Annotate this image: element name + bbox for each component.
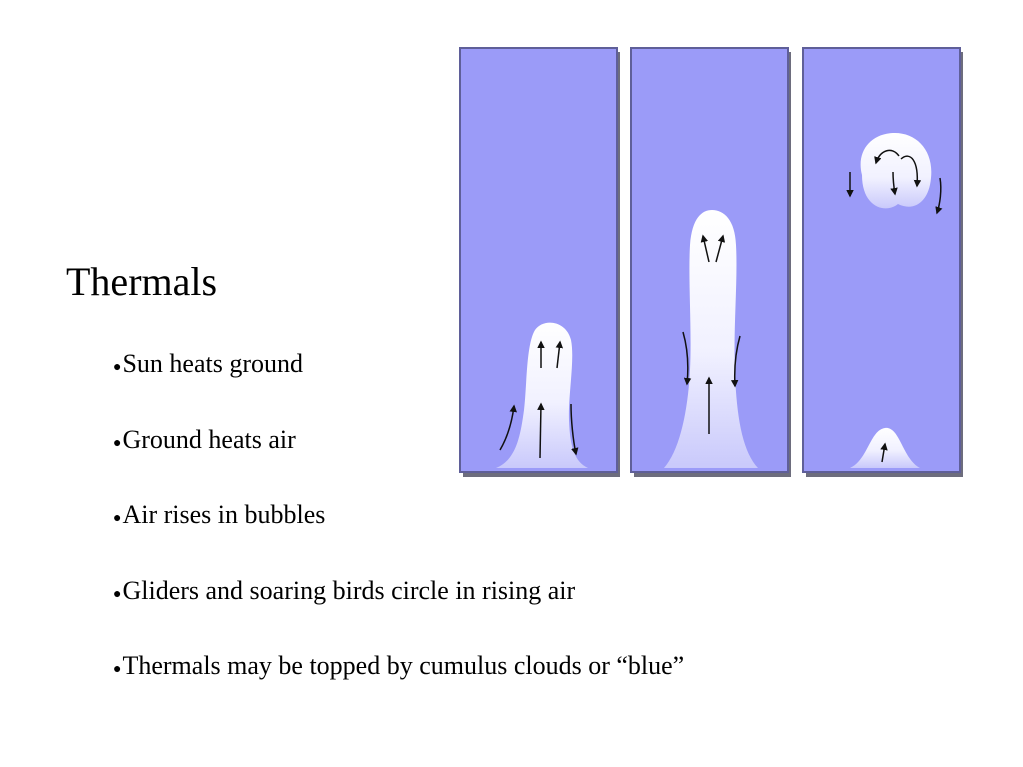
panel-early-thermal xyxy=(460,48,620,477)
bullet-text: Thermals may be topped by cumulus clouds or “blue” xyxy=(122,651,685,680)
bullet-dot-icon: ● xyxy=(113,586,122,602)
bullet-text: Sun heats ground xyxy=(122,349,304,378)
slide-title: Thermals xyxy=(66,259,218,304)
bullet-text: Air rises in bubbles xyxy=(122,500,326,529)
panel-detached-bubble xyxy=(803,48,963,477)
bullet-dot-icon: ● xyxy=(113,360,122,375)
panel-rising-column xyxy=(631,48,791,477)
bullet-item xyxy=(113,648,684,684)
panel-background xyxy=(803,48,960,472)
detached-thermal-bubble xyxy=(861,133,932,208)
up-arrow-icon xyxy=(540,404,541,458)
bullet-dot-icon: ● xyxy=(113,435,122,451)
thermal-stages-diagram xyxy=(455,43,967,487)
bullet-text: Gliders and soaring birds circle in rising air xyxy=(122,575,576,605)
bullet-text: Ground heats air xyxy=(122,424,296,454)
bullet-item xyxy=(113,573,684,609)
bullet-dot-icon: ● xyxy=(113,662,122,677)
bullet-item xyxy=(113,497,684,533)
bullet-dot-icon: ● xyxy=(113,511,122,526)
